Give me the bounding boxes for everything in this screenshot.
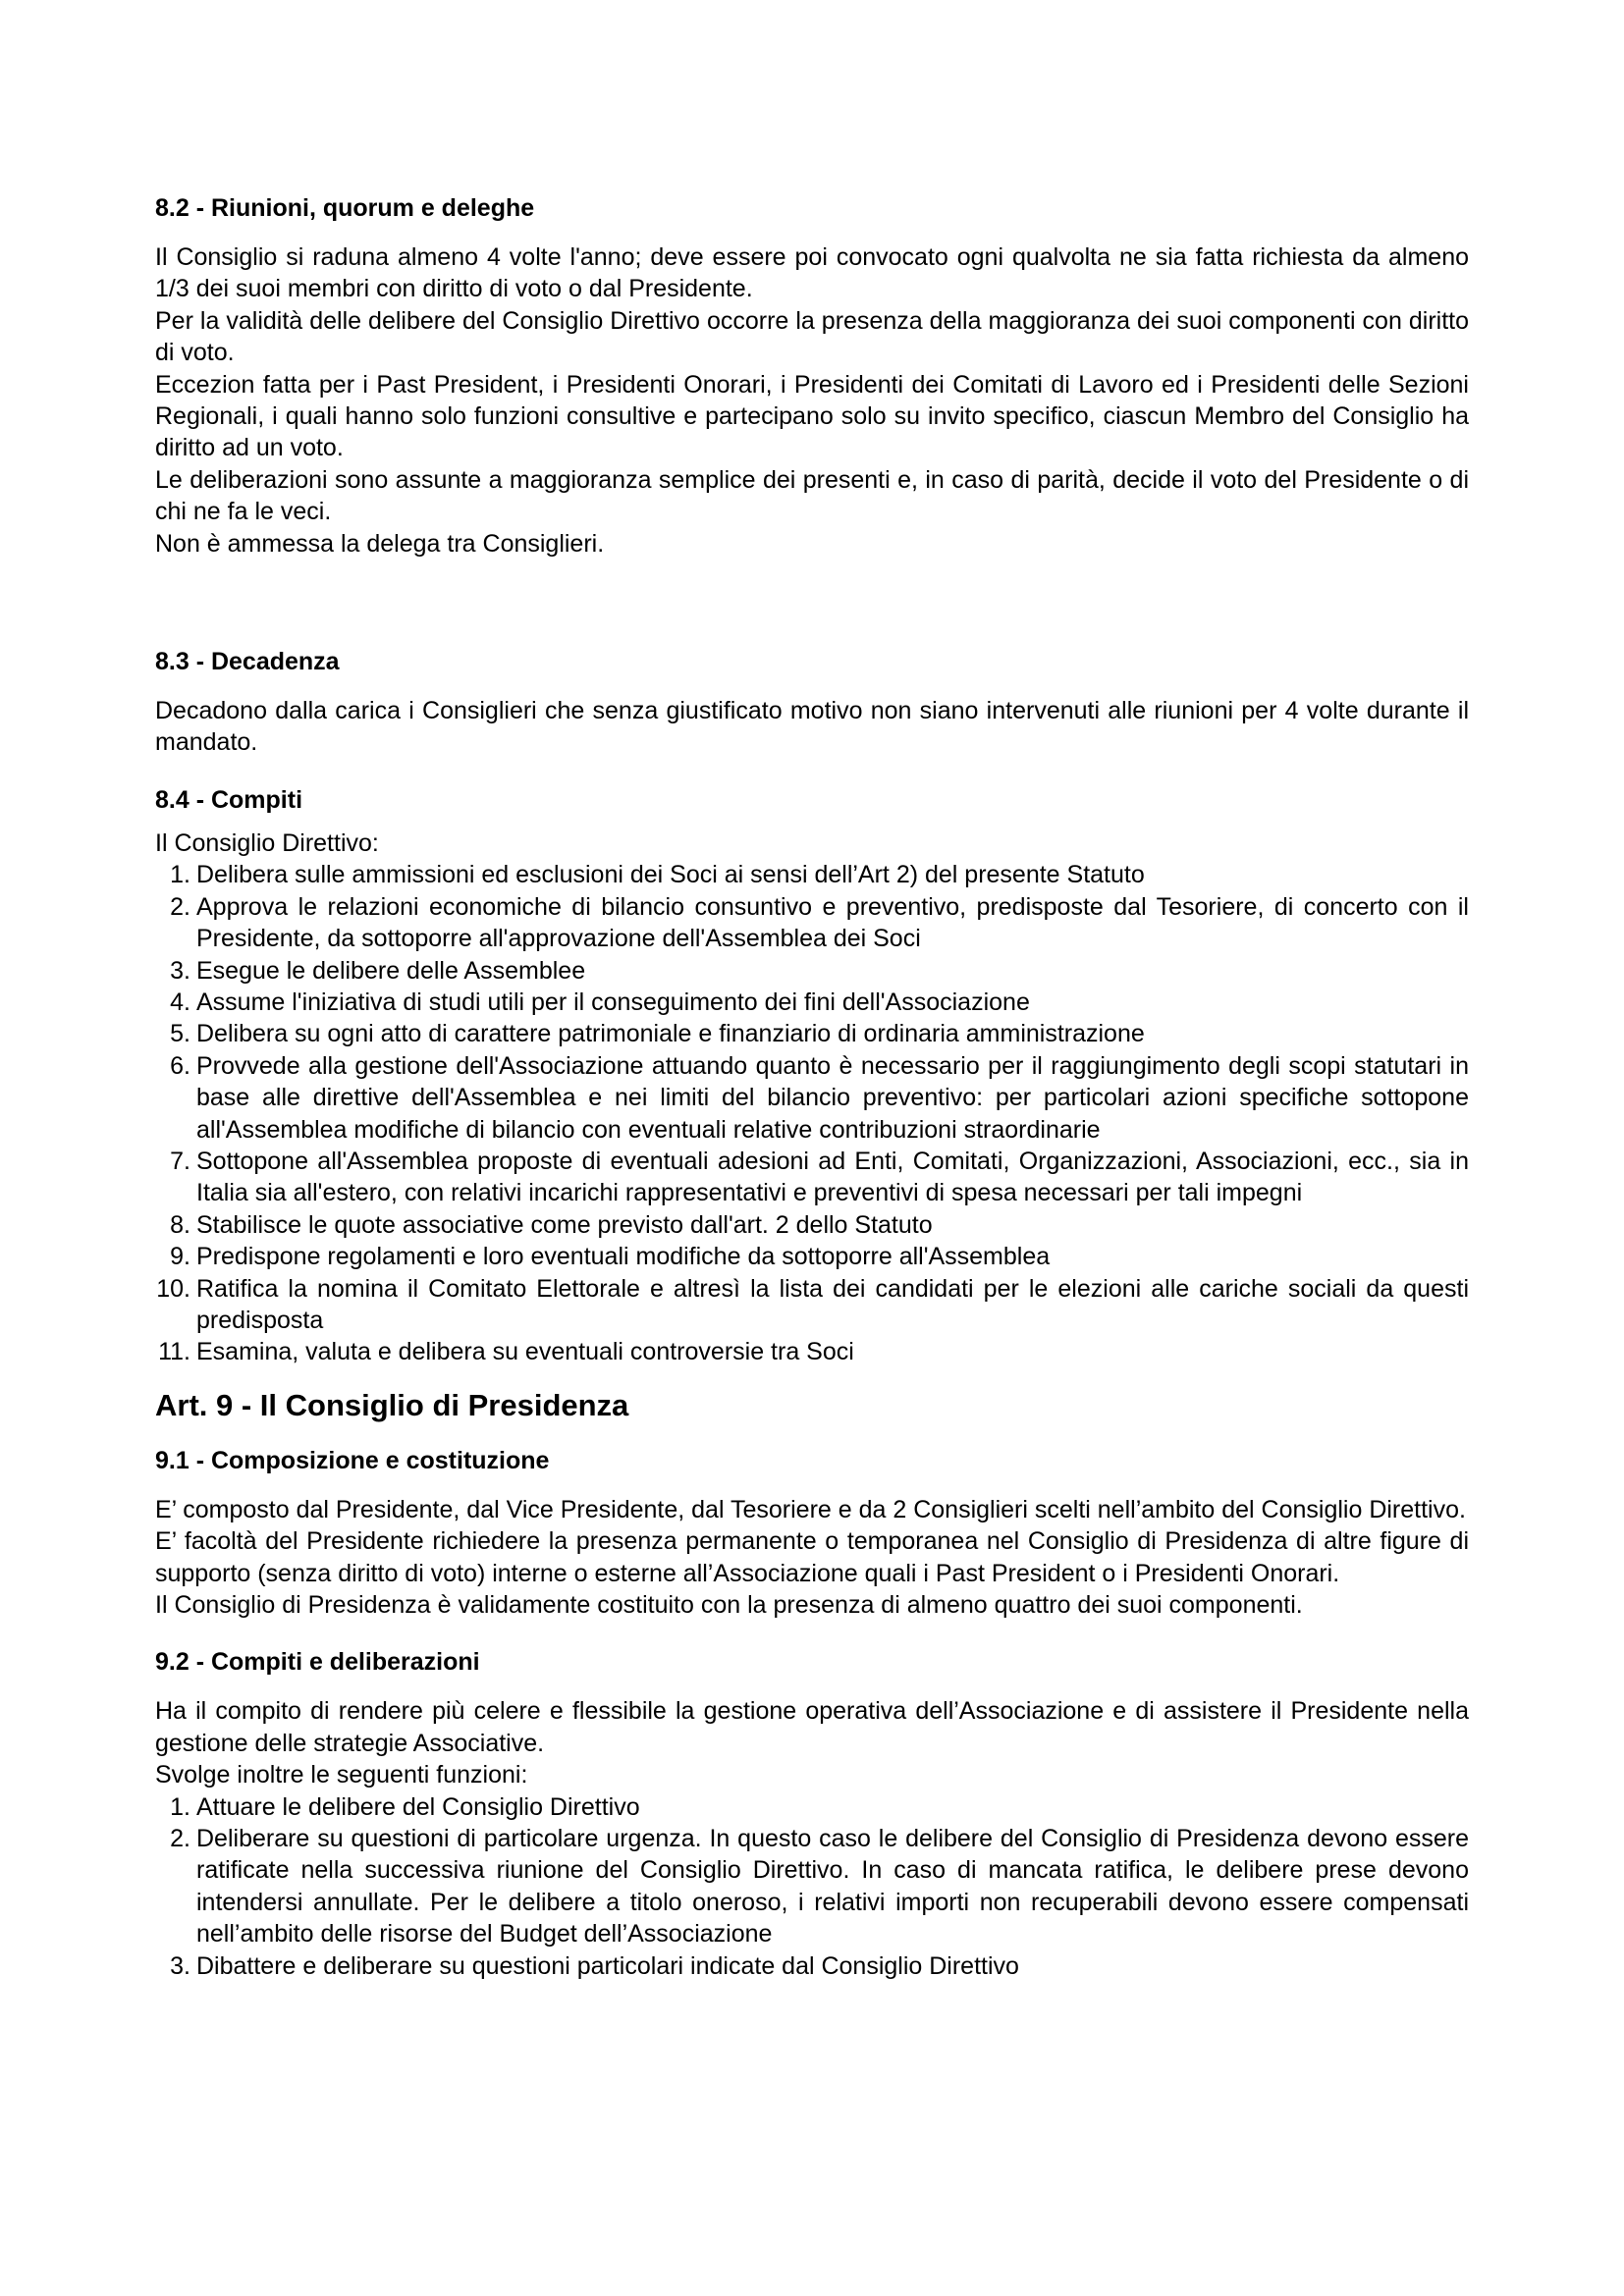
section-8-4 — [155, 784, 1469, 1368]
funzioni-list — [155, 1791, 1469, 1982]
list-item — [155, 859, 1469, 890]
list-number: 1. — [170, 861, 190, 889]
list-number: 2. — [170, 1825, 190, 1853]
list-item — [155, 1336, 1469, 1367]
section-heading: 9.1 - Composizione e costituzione — [155, 1446, 550, 1474]
list-text: Dibattere e deliberare su questioni particolari indicate dal Consiglio Direttivo — [196, 1951, 1019, 1980]
list-text: Provvede alla gestione dell'Associazione attuando quanto è necessario per il raggiungimento degli scopi statutari in base alle direttive dell'Assemblea e nei limiti del bilancio preventivo: per particolari azioni specifiche sottopone all'Assemblea modifiche di bilancio con eventuali relative contribuzioni straordinarie — [196, 1051, 1469, 1144]
paragraph: Svolge inoltre le seguenti funzioni: — [155, 1761, 528, 1789]
paragraph: Il Consiglio di Presidenza è validamente costituito con la presenza di almeno quattro dei suoi componenti. — [155, 1591, 1303, 1619]
paragraph: E’ composto dal Presidente, dal Vice Presidente, dal Tesoriere e da 2 Consiglieri scelti nell’ambito del Consiglio Direttivo. — [155, 1495, 1466, 1523]
list-number: 3. — [170, 956, 190, 985]
section-heading: 9.2 - Compiti e deliberazioni — [155, 1648, 480, 1677]
section-heading: 8.3 - Decadenza — [155, 648, 340, 676]
section-heading: 8.4 - Compiti — [155, 785, 303, 814]
list-item — [155, 987, 1469, 1018]
list-item — [155, 1823, 1469, 1950]
list-number: 3. — [170, 1951, 190, 1980]
list-intro: Il Consiglio Direttivo: — [155, 828, 379, 857]
list-number: 9. — [170, 1243, 190, 1271]
section-8-2 — [155, 192, 1469, 560]
article-heading: Art. 9 - Il Consiglio di Presidenza — [155, 1387, 629, 1422]
compiti-list — [155, 859, 1469, 1368]
list-item — [155, 1241, 1469, 1272]
list-number: 5. — [170, 1020, 190, 1048]
list-text: Delibera sulle ammissioni ed esclusioni dei Soci ai sensi dell’Art 2) del presente Statuto — [196, 861, 1145, 889]
list-number: 7. — [170, 1147, 190, 1175]
paragraph: Decadono dalla carica i Consiglieri che senza giustificato motivo non siano intervenuti alle riunioni per 4 volte durante il mandato. — [155, 697, 1469, 757]
list-number: 10. — [156, 1274, 190, 1303]
section-9-1 — [155, 1445, 1469, 1622]
paragraph: Le deliberazioni sono assunte a maggioranza semplice dei presenti e, in caso di parità, decide il voto del Presidente o di chi ne fa le veci. — [155, 465, 1469, 526]
list-text: Predispone regolamenti e loro eventuali modifiche da sottoporre all'Assemblea — [196, 1243, 1051, 1271]
page-content — [155, 192, 1469, 1982]
section-8-3 — [155, 646, 1469, 759]
paragraph: Non è ammessa la delega tra Consiglieri. — [155, 529, 605, 558]
list-item — [155, 1791, 1469, 1823]
list-item — [155, 1209, 1469, 1241]
list-text: Stabilisce le quote associative come previsto dall'art. 2 dello Statuto — [196, 1210, 933, 1239]
list-item — [155, 955, 1469, 987]
paragraph: Ha il compito di rendere più celere e flessibile la gestione operativa dell’Associazione e di assistere il Presidente nella gestione delle strategie Associative. — [155, 1697, 1469, 1757]
list-number: 6. — [170, 1051, 190, 1080]
list-item — [155, 1950, 1469, 1982]
paragraph: Il Consiglio si raduna almeno 4 volte l'anno; deve essere poi convocato ogni qualvolta ne sia fatta richiesta da almeno 1/3 dei suoi membri con diritto di voto o dal Presidente. — [155, 243, 1469, 303]
list-item — [155, 1018, 1469, 1049]
list-item — [155, 1146, 1469, 1209]
list-item — [155, 1050, 1469, 1146]
list-item — [155, 1273, 1469, 1337]
list-text: Esegue le delibere delle Assemblee — [196, 956, 586, 985]
list-number: 1. — [170, 1792, 190, 1821]
list-number: 8. — [170, 1210, 190, 1239]
list-text: Delibera su ogni atto di carattere patrimoniale e finanziario di ordinaria amministrazione — [196, 1020, 1145, 1048]
list-item — [155, 891, 1469, 955]
list-number: 11. — [158, 1338, 190, 1366]
paragraph: E’ facoltà del Presidente richiedere la presenza permanente o temporanea nel Consiglio di Presidenza di altre figure di supporto (senza diritto di voto) interne o esterne all’Associazione quali i Past President o i Presidenti Onorari. — [155, 1527, 1469, 1587]
list-text: Sottopone all'Assemblea proposte di eventuali adesioni ad Enti, Comitati, Organizzazioni, Associazioni, ecc., sia in Italia sia all'estero, con relativi incarichi rappresentativi e preventivi di spesa necessari per tali impegni — [196, 1147, 1469, 1207]
list-text: Deliberare su questioni di particolare urgenza. In questo caso le delibere del Consiglio di Presidenza devono essere ratificate nella successiva riunione del Consiglio Direttivo. In caso di mancata ratifica, le delibere prese devono intendersi annullate. Per le delibere a titolo oneroso, i relativi importi non recuperabili devono essere compensati nell’ambito delle risorse del Budget dell’Associazione — [196, 1825, 1469, 1949]
list-number: 2. — [170, 892, 190, 921]
list-text: Esamina, valuta e delibera su eventuali controversie tra Soci — [196, 1338, 854, 1366]
list-text: Assume l'iniziativa di studi utili per il conseguimento dei fini dell'Associazione — [196, 988, 1030, 1016]
list-text: Attuare le delibere del Consiglio Direttivo — [196, 1792, 640, 1821]
section-heading: 8.2 - Riunioni, quorum e deleghe — [155, 194, 535, 222]
list-text: Ratifica la nomina il Comitato Elettorale e altresì la lista dei candidati per le elezioni alle cariche sociali da questi predisposta — [196, 1274, 1469, 1334]
list-number: 4. — [170, 988, 190, 1016]
section-9-2 — [155, 1646, 1469, 1982]
paragraph: Eccezion fatta per i Past President, i Presidenti Onorari, i Presidenti dei Comitati di Lavoro ed i Presidenti delle Sezioni Regionali, i quali hanno solo funzioni consultive e partecipano solo su invito specifico, ciascun Membro del Consiglio ha diritto ad un voto. — [155, 370, 1469, 462]
list-text: Approva le relazioni economiche di bilancio consuntivo e preventivo, predisposte dal Tesoriere, di concerto con il Presidente, da sottoporre all'approvazione dell'Assemblea dei Soci — [196, 892, 1469, 953]
paragraph: Per la validità delle delibere del Consiglio Direttivo occorre la presenza della maggioranza dei suoi componenti con diritto di voto. — [155, 306, 1469, 367]
